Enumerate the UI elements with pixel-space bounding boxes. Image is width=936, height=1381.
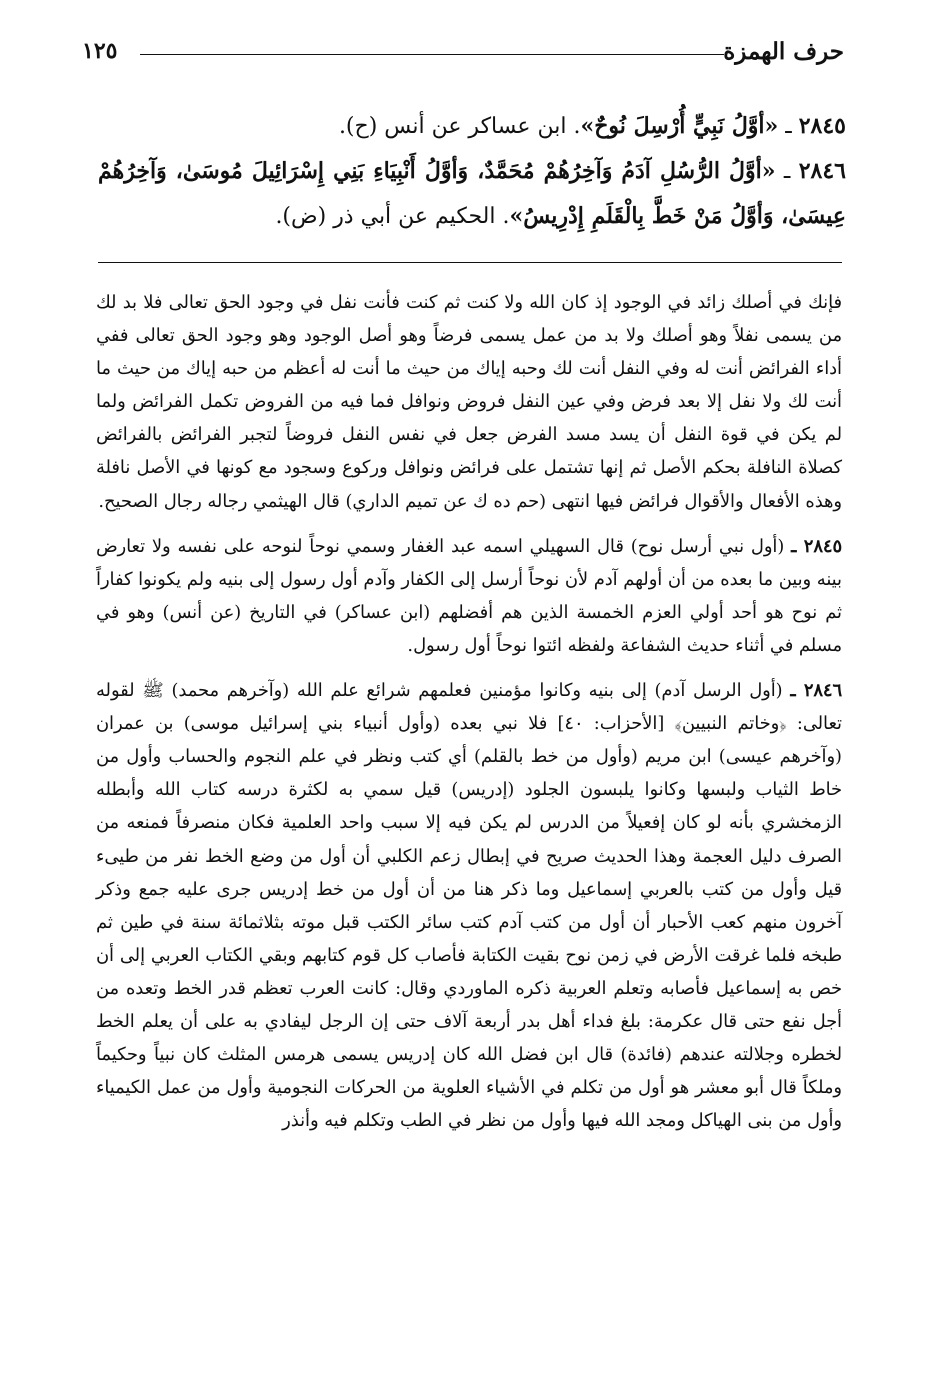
commentary-number: ٢٨٤٥ ـ bbox=[791, 535, 842, 557]
hadith-matn: «أوَّلُ الرُّسُلِ آدَمُ وَآخِرُهُمْ مُحَمَّدٌ، وَأوَّلُ أَنْبِيَاءِ بَنِي إِسْرَائِيلَ مُوسَىٰ، وَآخِرُهُمْ عِيسَىٰ، وَأوَّلُ مَنْ خَطَّ بِالْقَلَمِ إِدْرِيسُ» bbox=[98, 158, 846, 229]
commentary-2846 bbox=[96, 674, 842, 1137]
running-head: حرف الهمزة bbox=[723, 38, 844, 65]
commentary-text: (أول نبي أرسل نوح) قال السهيلي اسمه عبد الغفار وسمي نوحاً لنوحه على نفسه ولا تعارض بينه وبين ما بعده من أن أولهم آدم لأن نوحاً أرسل إلى الكفار وآدم أول رسول إلى بنيه ولم يكونوا كفاراً ثم نوح هو أحد أولي العزم الخمسة الذين هم أفضلهم (ابن عساكر) في التاريخ (عن أنس) وهو في مسلم في أثناء حديث الشفاعة ولفظه ائتوا نوحاً أول رسول. bbox=[96, 535, 842, 656]
footnote-rule bbox=[98, 262, 842, 263]
hadith-source: . ابن عساكر عن أنس (ح). bbox=[338, 114, 581, 139]
commentary-number: ٢٨٤٦ ـ bbox=[790, 680, 843, 702]
hadith-text-block bbox=[98, 104, 846, 239]
hadith-matn: «أوَّلُ نَبِيٍّ أُرْسِلَ نُوحٌ» bbox=[580, 113, 779, 139]
commentary-2845 bbox=[96, 530, 842, 662]
page-number: ١٢٥ bbox=[82, 38, 118, 64]
hadith-number: ٢٨٤٦ bbox=[798, 158, 846, 184]
commentary-intro: فإنك في أصلك زائد في الوجود إذ كان الله ولا كنت ثم كنت فأنت نفل في وجود الحق تعالى فلا بد لك من يسمى نفلاً وهو أصلك ولا بد من عمل يسمى فرضاً وهو أصل الوجود وهو وجود الحق تعالى ففي أداء الفرائض أنت له وفي النفل أنت لك وحبه إياك من حيث ما أنت له أعظم من حبه إياك من حيث ما أنت لك ولا نفل إلا بعد فرض وفي عين النفل فروض ونوافل فما فيه من الفروض تكمل الفرائض ولما لم يكن في قوة النفل أن يسد مسد الفرض جعل في نفس النفل فروضاً لتجبر الفرائض بالفرائض كصلاة النافلة بحكم الأصل ثم إنها تشتمل على فرائض ونوافل وركوع وسجود مع كونها في الأصل نافلة وهذه الأفعال والأقوال فرائض فيها انتهى (حم ده ك عن تميم الداري) قال الهيثمي رجاله رجال الصحيح. bbox=[96, 292, 842, 512]
commentary-block bbox=[96, 286, 842, 1137]
page-header bbox=[82, 36, 844, 70]
commentary-text: (أول الرسل آدم) إلى بنيه وكانوا مؤمنين فعلمهم شرائع علم الله (وآخرهم محمد) ﷺ لقوله تعالى: ﴿وخاتم النبيين﴾ [الأحزاب: ٤٠] فلا نبي بعده (وأول أنبياء بني إسرائيل موسى) بن عمران (وآخرهم عيسى) ابن مريم (وأول من خط بالقلم) أي كتب ونظر في علم النجوم والحساب وأول من خاط الثياب ولبسها وكانوا يلبسون الجلود (إدريس) قيل سمي به لكثرة درسه كتاب الله وأبطله الزمخشري بأنه لو كان إفعيلاً من الدرس لم يكن فيه إلا سبب واحد العلمية فكان منصرفاً فمنعه من الصرف دليل العجمة وهذا الحديث صريح في إبطال زعم الكلبي أن أول من وضع الخط نفر من طيىء قيل وأول من كتب بالعربي إسماعيل وما ذكر هنا من أن أول من خط إدريس جرى عليه جمع وذكر آخرون منهم كعب الأحبار أن أول من كتب آدم كتب سائر الكتب قبل موته بثلاثمائة سنة في طين ثم طبخه فلما غرقت الأرض في زمن نوح بقيت الكتابة فأصاب كل قوم كتابهم وبقي الكتاب العربي إلى أن خص به إسماعيل فأصابه وتعلم العربية ذكره الماوردي وقال: كانت العرب تعظم قدر الخط وتعده من أجل نفع حتى قال عكرمة: بلغ فداء أهل بدر أربعة آلاف حتى إن الرجل ليفادي به على أن يعلم الخط لخطره وجلالته عندهم (فائدة) قال ابن فضل الله كان إدريس يسمى هرمس المثلث كان نبياً وحكيماً وملكاً قال أبو معشر هو أول من تكلم في الأشياء العلوية من الحركات النجومية وأول من عمل الكيمياء وأول من بنى الهياكل ومجد الله فيها وأول من نظر في الطب وتكلم فيه وأنذر bbox=[96, 680, 843, 1132]
hadith-number: ٢٨٤٥ bbox=[798, 113, 846, 139]
hadith-source: . الحكيم عن أبي ذر (ض). bbox=[275, 204, 510, 229]
header-rule bbox=[140, 54, 724, 55]
hadith-2846: ٢٨٤٦ ـ «أوَّلُ الرُّسُلِ آدَمُ وَآخِرُهُمْ مُحَمَّدٌ، وَأوَّلُ أَنْبِيَاءِ بَنِي إِسْرَائِيلَ مُوسَىٰ، وَآخِرُهُمْ عِيسَىٰ، وَأوَّلُ مَنْ خَطَّ بِالْقَلَمِ إِدْرِيسُ». الحكيم عن أبي ذر (ض). bbox=[98, 158, 846, 229]
hadith-2845: ٢٨٤٥ ـ «أوَّلُ نَبِيٍّ أُرْسِلَ نُوحٌ». ابن عساكر عن أنس (ح). bbox=[338, 113, 846, 139]
